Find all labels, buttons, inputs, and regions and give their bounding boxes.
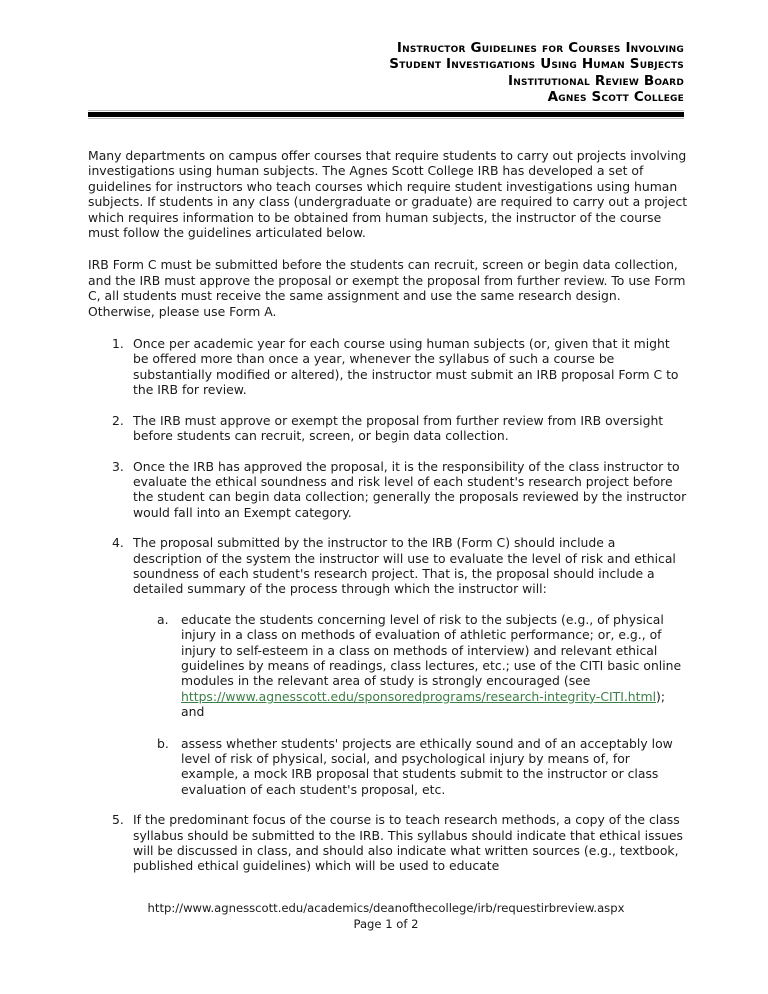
header-line-4: Agnes Scott College [547,89,684,106]
citi-program-link[interactable]: https://www.agnesscott.edu/sponsoredprograms/research-integrity-CITI.html [181,688,657,704]
sub-list-item-text: assess whether students' projects are ethically sound and of an acceptably low level of risk of physical, social, and psychological injury by means of, for example, a mock IRB proposal that students submit to the instructor or class evaluation of each student's proposal, etc. [181,735,673,797]
list-item [88,535,688,797]
list-marker: 2. [112,412,124,428]
sub-list [133,612,688,797]
header-divider [88,110,684,119]
guidelines-list [88,336,688,874]
list-marker: 1. [112,336,124,352]
list-item-text: Once per academic year for each course using human subjects (or, given that it might be offered more than once a year, whenever the syllabus of such a course be substantially modified or altered), the instructor must submit an IRB proposal Form C to the IRB for review. [133,336,679,398]
sub-list-marker: a. [157,611,169,627]
list-marker: 5. [112,812,124,828]
intro-paragraph: Many departments on campus offer courses that require students to carry out projects involving investigations using human subjects. The Agnes Scott College IRB has developed a set of guidelines for instructors who teach courses which require student investigations using human subjects. If students in any class (undergraduate or graduate) are required to carry out a project which requires information to be obtained from human subjects, the instructor of the course must follow the guidelines articulated below. [88,148,688,241]
header-divider-bar [88,112,684,117]
list-item-text: Once the IRB has approved the proposal, it is the responsibility of the class instructor to evaluate the ethical soundness and risk level of each student's research project before the student can begin data collection; generally the proposals reviewed by the instructor would fall into an Exempt category. [133,458,687,520]
sub-list-item [133,612,688,720]
sub-list-item-text-before-link: educate the students concerning level of risk to the subjects (e.g., of physical injury in a class on methods of evaluation of athletic performance; or, e.g., of injury to self-esteem in a class on methods of interview) and relevant ethical guidelines by means of readings, class lectures, etc.; use of the CITI basic online modules in the relevant area of study is strongly encouraged (see [181,611,682,689]
list-item [88,459,688,521]
list-marker: 4. [112,535,124,551]
sub-list-item [133,736,688,798]
list-item [88,413,688,444]
sub-list-item-text-after-link: ); and [181,688,666,720]
header-line-3: Institutional Review Board [508,72,684,89]
sub-list-marker: b. [157,735,169,751]
footer-url: http://www.agnesscott.edu/academics/deanofthecollege/irb/requestirbreview.aspx [147,901,625,915]
footer-page-number: Page 1 of 2 [353,917,419,931]
list-item [88,812,688,874]
header-line-1: Instructor Guidelines for Courses Involving [396,40,684,56]
list-item [88,336,688,398]
list-marker: 3. [112,458,124,474]
document-footer [88,900,684,932]
document-header [88,40,684,106]
list-item-text: The proposal submitted by the instructor to the IRB (Form C) should include a description of the system the instructor will use to evaluate the level of risk and ethical soundness of each student's research project. That is, the proposal should include a detailed summary of the process through which the instructor will: [133,535,676,597]
header-line-2: Student Investigations Using Human Subjects [389,56,684,73]
list-item-text: The IRB must approve or exempt the proposal from further review from IRB oversight before students can recruit, screen, or begin data collection. [133,412,664,444]
document-body [88,148,688,889]
list-item-text: If the predominant focus of the course is to teach research methods, a copy of the class syllabus should be submitted to the IRB. This syllabus should indicate that ethical issues will be discussed in class, and should also indicate what written sources (e.g., textbook, published ethical guidelines) which will be used to educate [133,812,683,874]
form-c-paragraph: IRB Form C must be submitted before the students can recruit, screen or begin data collection, and the IRB must approve the proposal or exempt the proposal from further review. To use Form C, all students must receive the same assignment and use the same research design. Otherwise, please use Form A. [88,257,686,319]
